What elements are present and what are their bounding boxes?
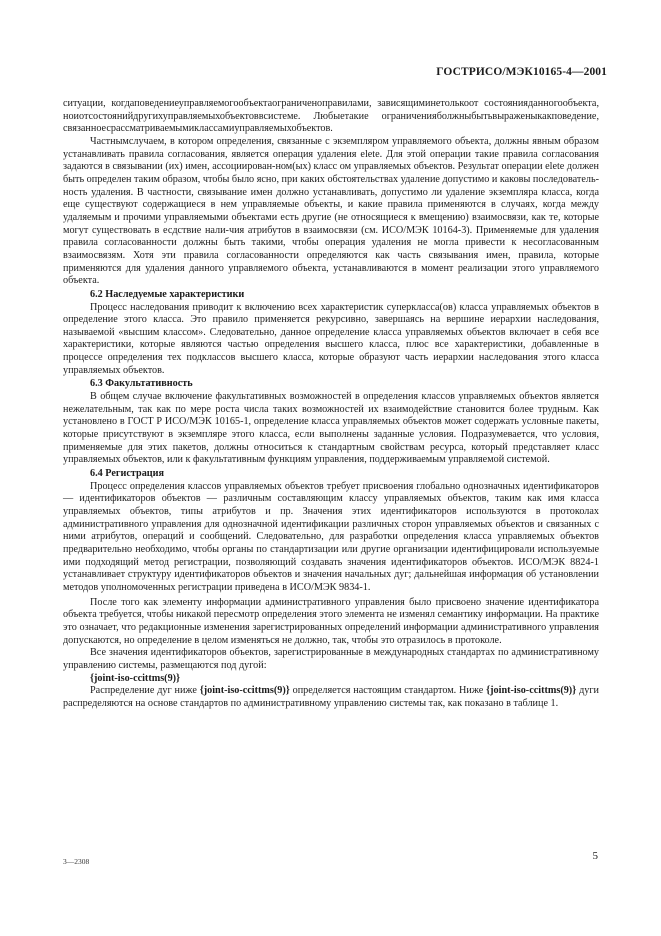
arc-identifier-inline: {joint-iso-ccittms(9)} — [486, 685, 577, 697]
section-heading-6-4: 6.4 Регистрация — [90, 468, 165, 480]
paragraph: Все значения идентификаторов объектов, зарегистрированные в международных стандартах по административному управлению системы, размещаются под дугой: — [63, 647, 599, 671]
arc-identifier: {joint-iso-ccittms(9)} — [90, 672, 181, 684]
paragraph: Частнымслучаем, в котором определения, связанные с экземпляром управляемого объекта, должны явным образом устанавливать правила согласования, является операция удаления elete. Для этой операции такие правила согласования задаются в связывании (их) имен, ассоциирован-ном(ых) класс ом управляемых объектов. Результат операции elete должен быть определен таким образом, чтобы было ясно, при каких обстоятельствах удаление допустимо и каковы последователь-ность удаления. В частности, связывание имен должно устанавливать, допустимо ли удаление экземпляра класса, когда еще существуют содержащиеся в нем управляемые объекты, и какие правила применяются в случаях, когда между удаляемым и прочими управляемыми объектами есть другие (не относящиеся к вмещению) взаимосвязи, как те, которые могут существовать в есдствие нали-чия атрибутов в взаимосвязи (см. ИСО/МЭК 10164-3). Применяемые для удаления правила согласованности должны быть такими, чтобы операция удаления не могла привести к несогласованным взаимосвязям. Хотя эти правила согласованности определяются как часть связывания имен, правила, которые применяются для удаления данного управляемого объекта, устанавливаются в момент реализации этого управляемого объекта. — [63, 135, 599, 287]
paragraph-arc-distribution — [63, 685, 599, 710]
paragraph: В общем случае включение факультативных возможностей в определения классов управляемых объектов является нежелательным, так как по мере роста числа таких возможностей их взаимодействие становится более трудным. Как установлено в ГОСТ Р ИСО/МЭК 10165-1, определение класса управляемых объектов может содержать условные пакеты, которые присутствуют в экземпляре этого класса, если выполнены заданные условия. Подразумевается, что условия, применяемые для этих пакетов, должны относиться к стандартным свойствам ресурса, который представляет класс управляемых объектов, или к факультативным функциям управления, поддерживаемым управляемой системой. — [63, 391, 599, 466]
paragraph: Процесс определения классов управляемых объектов требует присвоения глобально однозначных идентификаторов — идентификаторов объектов — различным составляющим классу управляемых объектов, таким как имя класса управляемых объектов, типы атрибутов и пр. Значения этих идентификаторов используются в протоколах административного управления для однозначной идентификации различных сторон управляемых объектов и связанных с ними атрибутов, операций и сообщений. Следовательно, для разработки определения класса управляемых объектов предварительно необходимо, чтобы органы по стандартизации или другие организации идентифицировали используемые ими подходящий метод регистрации, позволяющий создавать значения идентификаторов объектов. ИСО/МЭК 8824-1 устанавливает структуру идентификаторов объектов и значения начальных дуг; дальнейшая информация об установлении методов уполномоченных регистрации приведена в ИСО/МЭК 9834-1. — [63, 480, 599, 593]
text-fragment: Распределение дуг ниже — [90, 685, 200, 697]
section-heading-6-2: 6.2 Наследуемые характеристики — [90, 288, 245, 300]
paragraph: Процесс наследования приводит к включению всех характеристик суперкласса(ов) класса управляемых объектов в определение этого класса. Это правило применяется рекурсивно, завершаясь на вершине иерархии наследования, называемой «высшим классом». Следовательно, данное определение класса управляемых объектов включает в себя все характеристики, которые являются частью определения высшего класса, плюс все характеристики, добавленные в процессе определения тех подклассов высшего класса, которые образуют часть иерархии наследования этого класса управляемых объектов. — [63, 301, 599, 376]
section-heading-6-3: 6.3 Факультативность — [90, 378, 193, 390]
paragraph: После того как элементу информации административного управления было присвоено значение идентификатора объекта требуется, чтобы никакой пересмотр определения этого элемента не изменял семантику информации. На практике это означает, что редакционные изменения зарегистрированных определений информации административного управления допускаются, но определение в целом изменяться не должно, так, чтобы это отразилось в протоколе. — [63, 596, 599, 646]
paragraph: ситуации, когдаповедениеуправляемогообъектаограниченоправилами, зависящиминетолькоот состоянияданногообъекта, ноиотсостоянийдругихуправляемыхобъектоввсистеме. Любыетакие ограниченияболжныбытьвыраженыкакповедение, связанноесрассматриваемымиклассамиуправляемыхобъектов. — [63, 98, 599, 135]
print-code: 3—2308 — [63, 857, 90, 866]
page-number: 5 — [592, 850, 598, 862]
document-body — [63, 98, 599, 711]
page-header: ГОСТРИСО/МЭК10165-4—2001 — [436, 66, 607, 78]
text-fragment: дуги распределяются на основе стандартов по административному управлению системы так, как показано в таблице 1. — [63, 685, 599, 709]
arc-identifier-inline: {joint-iso-ccittms(9)} — [199, 685, 290, 697]
text-fragment: определяется настоящим стандартом. Ниже — [289, 685, 487, 697]
